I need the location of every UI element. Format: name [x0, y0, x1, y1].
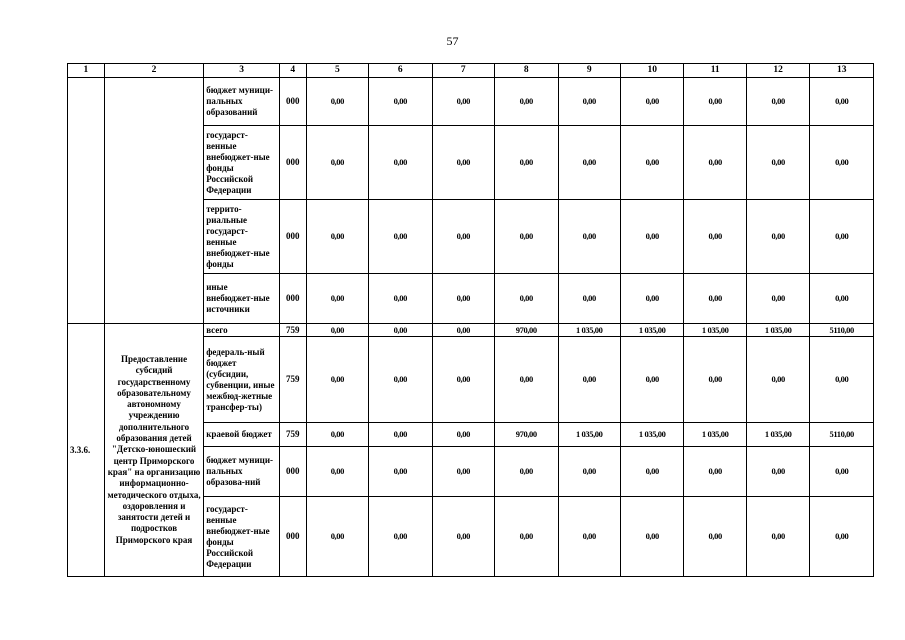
value-cell: 0,00: [306, 200, 368, 274]
value-cell: 0,00: [620, 200, 683, 274]
value-cell: 0,00: [558, 78, 620, 126]
value-cell: 0,00: [495, 337, 558, 423]
empty-number-cell: [68, 78, 105, 324]
column-header: 1: [68, 64, 105, 78]
value-cell: 0,00: [432, 324, 494, 337]
value-cell: 0,00: [746, 78, 809, 126]
value-cell: 5110,00: [810, 324, 874, 337]
page-number: 57: [446, 34, 459, 48]
budget-code: 000: [279, 497, 306, 577]
value-cell: 0,00: [369, 337, 432, 423]
value-cell: 0,00: [495, 447, 558, 497]
value-cell: 0,00: [369, 200, 432, 274]
value-cell: 0,00: [620, 337, 683, 423]
budget-code: 759: [279, 423, 306, 447]
value-cell: 0,00: [306, 337, 368, 423]
value-cell: 0,00: [495, 274, 558, 324]
value-cell: 0,00: [495, 78, 558, 126]
column-header: 5: [306, 64, 368, 78]
table-header: [68, 64, 874, 78]
value-cell: 0,00: [620, 274, 683, 324]
value-cell: 0,00: [620, 126, 683, 200]
value-cell: 0,00: [558, 126, 620, 200]
empty-name-cell: [104, 78, 203, 324]
column-header: 2: [104, 64, 203, 78]
value-cell: 0,00: [369, 274, 432, 324]
value-cell: 1 035,00: [558, 324, 620, 337]
value-cell: 0,00: [306, 274, 368, 324]
value-cell: 0,00: [810, 78, 874, 126]
value-cell: 0,00: [306, 126, 368, 200]
column-header: 4: [279, 64, 306, 78]
value-cell: 0,00: [684, 274, 746, 324]
column-header: 12: [746, 64, 809, 78]
value-cell: 0,00: [810, 274, 874, 324]
column-header: 3: [204, 64, 280, 78]
value-cell: 0,00: [746, 200, 809, 274]
column-header: 9: [558, 64, 620, 78]
budget-code: 000: [279, 447, 306, 497]
funding-source: краевой бюджет: [204, 423, 280, 447]
value-cell: 1 035,00: [558, 423, 620, 447]
value-cell: 0,00: [432, 497, 494, 577]
funding-source: государст-венные внебюджет-ные фонды Российской Федерации: [204, 497, 280, 577]
column-header: 10: [620, 64, 683, 78]
value-cell: 0,00: [432, 78, 494, 126]
budget-code: 000: [279, 274, 306, 324]
value-cell: 0,00: [369, 126, 432, 200]
column-header: 13: [810, 64, 874, 78]
value-cell: 0,00: [684, 126, 746, 200]
value-cell: 0,00: [684, 337, 746, 423]
value-cell: 0,00: [369, 423, 432, 447]
table-row: [68, 324, 874, 337]
column-header: 7: [432, 64, 494, 78]
value-cell: 1 035,00: [746, 324, 809, 337]
funding-source: иные внебюджет-ные источники: [204, 274, 280, 324]
value-cell: 0,00: [558, 200, 620, 274]
value-cell: 0,00: [432, 337, 494, 423]
budget-table: [67, 63, 874, 577]
value-cell: 0,00: [432, 126, 494, 200]
value-cell: 0,00: [558, 337, 620, 423]
value-cell: 0,00: [746, 337, 809, 423]
funding-source: федераль-ный бюджет (субсидии, субвенции, иные межбюд-жетные трансфер-ты): [204, 337, 280, 423]
value-cell: 0,00: [620, 497, 683, 577]
budget-code: 000: [279, 78, 306, 126]
value-cell: 0,00: [746, 447, 809, 497]
value-cell: 0,00: [306, 324, 368, 337]
value-cell: 0,00: [432, 274, 494, 324]
header-row: [68, 64, 874, 78]
budget-code: 759: [279, 324, 306, 337]
value-cell: 0,00: [558, 447, 620, 497]
funding-source: всего: [204, 324, 280, 337]
value-cell: 1 035,00: [620, 324, 683, 337]
value-cell: 0,00: [306, 78, 368, 126]
column-header: 8: [495, 64, 558, 78]
value-cell: 0,00: [306, 423, 368, 447]
value-cell: 1 035,00: [684, 324, 746, 337]
funding-source: террито-риальные государст-венные внебюджет-ные фонды: [204, 200, 280, 274]
budget-code: 000: [279, 200, 306, 274]
table-row: [68, 78, 874, 126]
value-cell: 0,00: [810, 126, 874, 200]
value-cell: 0,00: [684, 78, 746, 126]
value-cell: 0,00: [306, 447, 368, 497]
value-cell: 0,00: [620, 447, 683, 497]
value-cell: 0,00: [432, 423, 494, 447]
value-cell: 0,00: [558, 497, 620, 577]
funding-source: бюджет муници-пальных образова-ний: [204, 447, 280, 497]
value-cell: 0,00: [810, 497, 874, 577]
value-cell: 0,00: [684, 497, 746, 577]
column-header: 11: [684, 64, 746, 78]
value-cell: 0,00: [810, 200, 874, 274]
value-cell: 0,00: [369, 447, 432, 497]
value-cell: 0,00: [620, 78, 683, 126]
value-cell: 0,00: [746, 126, 809, 200]
value-cell: 0,00: [495, 497, 558, 577]
value-cell: 970,00: [495, 324, 558, 337]
value-cell: 0,00: [810, 337, 874, 423]
budget-code: 759: [279, 337, 306, 423]
column-header: 6: [369, 64, 432, 78]
value-cell: 0,00: [369, 324, 432, 337]
value-cell: 970,00: [495, 423, 558, 447]
value-cell: 0,00: [746, 274, 809, 324]
value-cell: 0,00: [369, 497, 432, 577]
item-name: Предоставление субсидий государственному образовательному автономному учреждению дополнительного образования детей "Детско-юношеский центр Приморского края" на организацию информационно-методического отдыха, оздоровления и занятости детей и подростков Приморского края: [104, 324, 203, 577]
value-cell: 0,00: [810, 447, 874, 497]
budget-code: 000: [279, 126, 306, 200]
value-cell: 0,00: [432, 200, 494, 274]
value-cell: 0,00: [746, 497, 809, 577]
value-cell: 0,00: [369, 78, 432, 126]
funding-source: бюджет муници-пальных образований: [204, 78, 280, 126]
item-number: 3.3.6.: [68, 324, 105, 577]
value-cell: 5110,00: [810, 423, 874, 447]
value-cell: 0,00: [558, 274, 620, 324]
value-cell: 0,00: [684, 200, 746, 274]
funding-source: государст-венные внебюджет-ные фонды Российской Федерации: [204, 126, 280, 200]
value-cell: 0,00: [495, 126, 558, 200]
value-cell: 1 035,00: [684, 423, 746, 447]
value-cell: 1 035,00: [746, 423, 809, 447]
value-cell: 0,00: [432, 447, 494, 497]
value-cell: 0,00: [306, 497, 368, 577]
value-cell: 0,00: [684, 447, 746, 497]
value-cell: 0,00: [495, 200, 558, 274]
table-body: [68, 78, 874, 577]
value-cell: 1 035,00: [620, 423, 683, 447]
